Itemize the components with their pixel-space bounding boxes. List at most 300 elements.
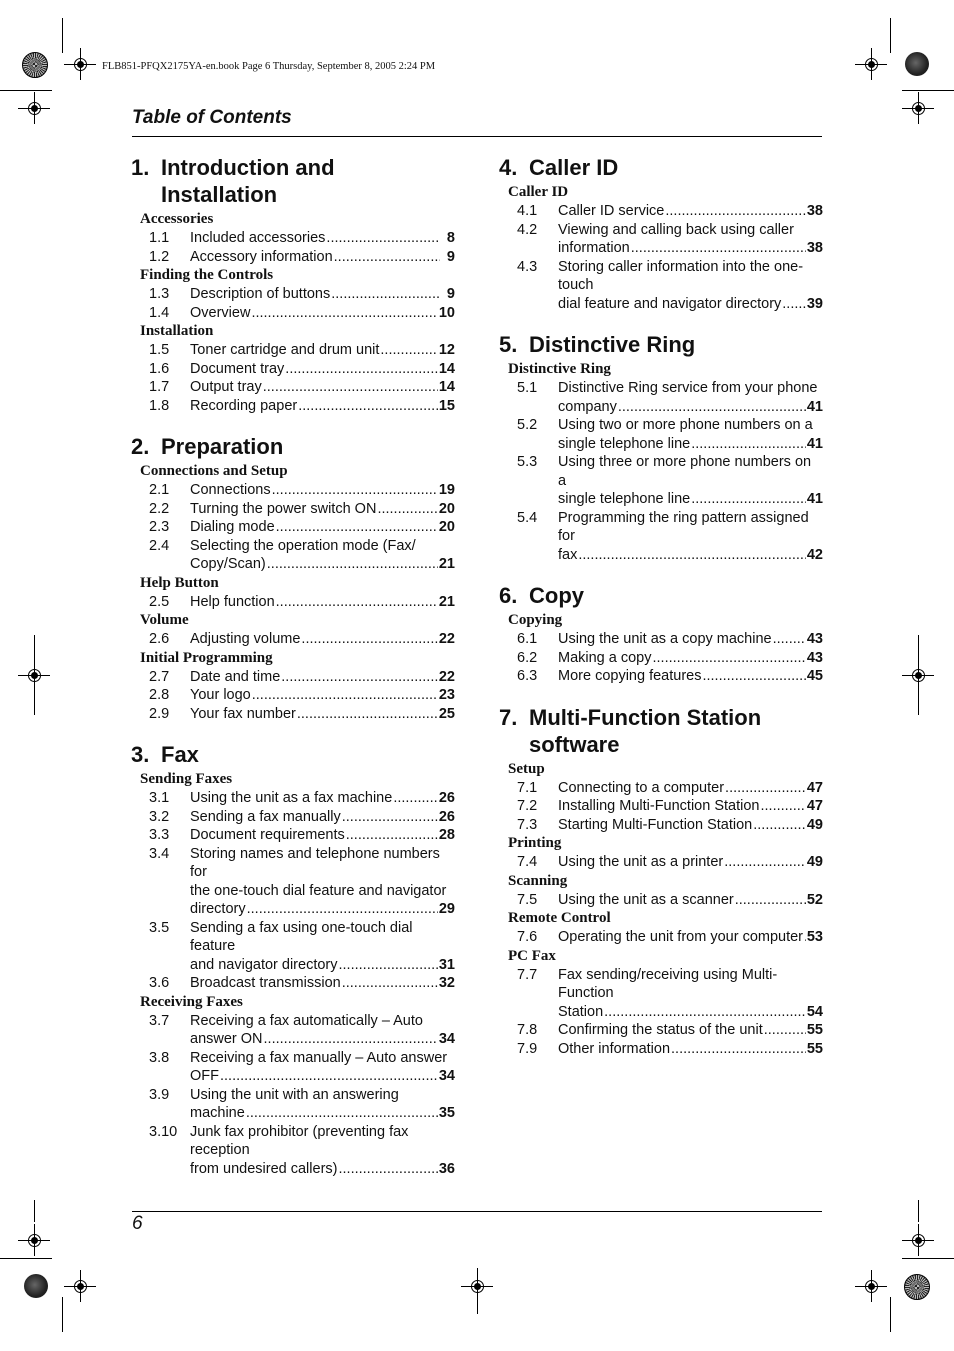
page-ref[interactable]: 21 (438, 556, 455, 572)
entry-text-line: Connections (190, 482, 271, 498)
entry-last-line (558, 202, 823, 221)
dot-leader (339, 956, 438, 975)
toc-entry[interactable] (131, 630, 455, 649)
entry-last-line (190, 518, 455, 537)
page-ref[interactable]: 47 (806, 779, 823, 796)
entry-text (190, 378, 455, 397)
toc-entry[interactable] (499, 779, 823, 798)
registration-mark-icon (855, 48, 887, 80)
entry-text-line: Using the unit as a fax machine (190, 790, 393, 806)
toc-entry[interactable] (131, 1086, 455, 1123)
toc-entry[interactable] (131, 360, 455, 379)
entry-text-line: Copy/Scan) (190, 556, 266, 572)
page-ref[interactable]: 34 (438, 1068, 455, 1084)
dot-leader (285, 360, 438, 379)
entry-last-line (190, 630, 455, 649)
entry-number: 4.2 (517, 221, 538, 238)
toc-entry[interactable] (131, 500, 455, 519)
entry-text (190, 686, 455, 705)
dot-leader (773, 630, 806, 649)
entry-last-line (558, 398, 823, 417)
chapter-title-text: Fax (161, 742, 199, 767)
toc-chapter (499, 154, 823, 313)
entry-number: 7.4 (517, 854, 538, 870)
dot-leader (618, 398, 806, 417)
dot-leader (297, 705, 438, 724)
toc-chapter (131, 433, 455, 723)
page-ref[interactable]: 12 (438, 342, 455, 358)
entry-text-line: Using the unit with an answering (190, 1086, 399, 1103)
dot-leader (267, 555, 438, 574)
chapter-number: 1. (131, 155, 150, 180)
trim-line (918, 1200, 919, 1222)
entry-last-line (558, 853, 823, 872)
entry-text (190, 341, 455, 360)
entry-text (190, 481, 455, 500)
toc-entry[interactable] (131, 481, 455, 500)
page-ref[interactable]: 43 (806, 631, 823, 647)
dot-leader (377, 500, 437, 519)
toc-chapter (499, 582, 823, 686)
toc-chapter (131, 154, 455, 415)
page-ref[interactable]: 34 (438, 1031, 455, 1047)
toc-entry[interactable] (499, 416, 823, 453)
entry-number: 6.2 (517, 649, 538, 666)
page-ref[interactable]: 20 (438, 500, 455, 517)
entry-number: 2.2 (149, 500, 170, 517)
dot-leader (764, 1021, 806, 1040)
dot-leader (578, 546, 806, 565)
entry-text (558, 258, 823, 314)
entry-text (190, 1086, 455, 1123)
entry-text-line: Caller ID service (558, 203, 665, 219)
toc-entry[interactable] (131, 1012, 455, 1049)
page-ref[interactable]: 55 (806, 1022, 823, 1038)
page-ref[interactable]: 36 (438, 1160, 455, 1177)
section-heading: Distinctive Ring (508, 361, 611, 377)
entry-last-line (558, 816, 823, 835)
trim-line (34, 635, 35, 715)
entry-text-line: Accessory information (190, 248, 333, 265)
toc-entry[interactable] (131, 808, 455, 827)
page-ref[interactable]: 10 (438, 304, 455, 321)
trim-line (62, 18, 63, 53)
entry-last-line (190, 555, 455, 574)
page-ref[interactable]: 28 (438, 827, 455, 843)
page-ref[interactable]: 32 (438, 975, 455, 991)
header-rule (132, 136, 822, 137)
dot-leader (272, 481, 438, 500)
entry-text-line: Receiving a fax automatically – Auto (190, 1012, 423, 1029)
entry-number: 2.6 (149, 631, 170, 647)
toc-chapter (499, 331, 823, 564)
entry-text-line: Starting Multi-Function Station (558, 816, 753, 833)
sunburst-mark-icon (22, 52, 48, 78)
dot-leader (665, 202, 806, 221)
entry-number: 1.6 (149, 360, 170, 377)
entry-number: 1.5 (149, 342, 170, 358)
dot-leader (724, 853, 806, 872)
entry-number: 2.3 (149, 519, 170, 535)
entry-number: 7.2 (517, 798, 538, 814)
entry-text (558, 816, 823, 835)
entry-text-line: Adjusting volume (190, 631, 301, 647)
toc-entry[interactable] (499, 966, 823, 1022)
toc-entry[interactable] (499, 453, 823, 509)
entry-last-line (558, 797, 823, 816)
entry-number: 5.3 (517, 454, 538, 470)
entry-text (558, 221, 823, 258)
section-heading: Sending Faxes (140, 771, 233, 787)
toc-entry[interactable] (499, 1021, 823, 1040)
entry-number: 2.7 (149, 668, 170, 685)
toc-entry[interactable] (131, 229, 455, 248)
entry-text-line: Other information (558, 1040, 671, 1057)
toc-entry[interactable] (499, 202, 823, 221)
dot-leader (671, 1040, 806, 1059)
dot-leader (702, 667, 805, 686)
entry-last-line (190, 1030, 455, 1049)
page-ref[interactable]: 14 (438, 379, 455, 395)
toc-entry[interactable] (499, 853, 823, 872)
print-info: FLB851-PFQX2175YA-en.book Page 6 Thursday, September 8, 2005 2:24 PM (102, 61, 436, 72)
entry-number: 3.4 (149, 845, 170, 862)
entry-number: 3.5 (149, 919, 170, 936)
trim-line (890, 1297, 891, 1332)
chapter-title-text: Preparation (161, 434, 284, 459)
toc-entry[interactable] (499, 667, 823, 686)
dot-leader (247, 900, 438, 919)
section-heading: Remote Control (508, 910, 611, 926)
page-ref[interactable]: 41 (806, 491, 823, 507)
toc-entry[interactable] (131, 1123, 455, 1179)
entry-last-line (190, 378, 455, 397)
entry-last-line (190, 686, 455, 705)
entry-text (558, 891, 823, 910)
entry-text (190, 845, 455, 919)
section-heading: Initial Programming (140, 649, 273, 666)
entry-last-line (558, 891, 823, 910)
page-ref[interactable]: 49 (806, 816, 823, 833)
entry-text (190, 229, 455, 248)
page-ref[interactable]: 22 (438, 631, 455, 647)
toc-right-column (499, 154, 823, 1076)
entry-text (190, 826, 455, 845)
entry-last-line (558, 928, 823, 947)
entry-text (558, 667, 823, 686)
toc-entry[interactable] (131, 341, 455, 360)
entry-last-line (558, 546, 823, 565)
toc-entry[interactable] (131, 378, 455, 397)
entry-text-line: Using two or more phone numbers on a (558, 417, 813, 433)
page-ref[interactable]: 25 (438, 705, 455, 722)
dot-leader (380, 341, 437, 360)
entry-last-line (190, 974, 455, 993)
entry-last-line (190, 304, 455, 323)
entry-text-line: Document requirements (190, 827, 345, 843)
entry-text (558, 928, 823, 947)
entry-last-line (190, 705, 455, 724)
entry-number: 2.4 (149, 537, 170, 554)
entry-number: 2.8 (149, 687, 170, 703)
page-ref[interactable]: 35 (438, 1105, 455, 1121)
toc-entry[interactable] (131, 285, 455, 304)
entry-number: 1.1 (149, 230, 170, 246)
page-ref[interactable]: 29 (438, 901, 455, 917)
sunburst-mark-icon (904, 1274, 930, 1300)
entry-text-line: Output tray (190, 379, 262, 395)
chapter-title (499, 331, 823, 358)
page-title: Table of Contents (132, 107, 292, 128)
entry-text (190, 919, 455, 975)
chapter-title (131, 154, 455, 208)
toc-entry[interactable] (131, 1049, 455, 1086)
toc-entry[interactable] (499, 891, 823, 910)
entry-number: 7.8 (517, 1022, 538, 1038)
entry-last-line (190, 360, 455, 379)
entry-text (558, 779, 823, 798)
chapter-title-text: Copy (529, 583, 584, 608)
entry-text (190, 789, 455, 808)
entry-text-line: Distinctive Ring service from your phone (558, 380, 818, 396)
entry-number: 7.5 (517, 891, 538, 908)
page-ref[interactable]: 42 (806, 546, 823, 563)
toc-entry[interactable] (499, 258, 823, 314)
entry-last-line (190, 808, 455, 827)
page-ref[interactable]: 9 (446, 286, 455, 302)
toc-entry[interactable] (131, 789, 455, 808)
dot-leader (631, 239, 806, 258)
entry-last-line (190, 789, 455, 808)
page-ref[interactable]: 9 (446, 248, 455, 265)
page-ref[interactable]: 22 (438, 668, 455, 685)
page-ref[interactable]: 47 (806, 798, 823, 814)
page-ref[interactable]: 38 (806, 203, 823, 219)
dot-leader (735, 891, 806, 910)
entry-text-line: Using the unit as a copy machine (558, 631, 772, 647)
entry-text (190, 248, 455, 267)
entry-text (558, 416, 823, 453)
entry-text-line: Operating the unit from your computer (558, 929, 804, 945)
entry-text (190, 1049, 455, 1086)
page-ref[interactable]: 43 (806, 649, 823, 666)
page-ref[interactable]: 26 (438, 808, 455, 825)
entry-text (558, 797, 823, 816)
toc-entry[interactable] (131, 686, 455, 705)
entry-text-line: Storing caller information into the one-touch (558, 258, 804, 293)
entry-number: 1.2 (149, 248, 170, 265)
toc-entry[interactable] (131, 518, 455, 537)
page-ref[interactable]: 23 (438, 687, 455, 703)
entry-text-line: Storing names and telephone numbers for (190, 845, 440, 880)
section-heading: PC Fax (508, 947, 556, 964)
page-number: 6 (132, 1213, 143, 1234)
toc-entry[interactable] (499, 797, 823, 816)
entry-text-line: Date and time (190, 668, 281, 685)
entry-text-line: Description of buttons (190, 286, 331, 302)
entry-text-line: Dialing mode (190, 519, 275, 535)
toc-entry[interactable] (131, 668, 455, 687)
dot-leader (298, 397, 438, 416)
toc-entry[interactable] (131, 845, 455, 919)
toc-entry[interactable] (499, 649, 823, 668)
chapter-number: 4. (499, 155, 518, 180)
page-ref[interactable]: 39 (806, 295, 823, 312)
entry-text-line: Your logo (190, 687, 251, 703)
entry-text-line: Selecting the operation mode (Fax/ (190, 537, 416, 554)
entry-number: 1.3 (149, 286, 170, 302)
entry-last-line (558, 239, 823, 258)
toc-entry[interactable] (131, 248, 455, 267)
toc-entry[interactable] (499, 509, 823, 565)
entry-text-line: single telephone line (558, 491, 691, 507)
page-ref[interactable]: 19 (438, 482, 455, 498)
toc-entry[interactable] (131, 974, 455, 993)
page-ref[interactable]: 20 (438, 519, 455, 535)
entry-text-line: Using three or more phone numbers on a (558, 454, 812, 489)
dot-leader (263, 378, 438, 397)
entry-text (190, 974, 455, 993)
dot-leader (276, 518, 438, 537)
trim-line (62, 1297, 63, 1332)
entry-text-line: machine (190, 1105, 245, 1121)
entry-last-line (558, 490, 823, 509)
dot-leader (301, 630, 437, 649)
entry-number: 3.8 (149, 1049, 170, 1066)
section-heading: Volume (140, 612, 189, 628)
entry-last-line (190, 481, 455, 500)
entry-text-line: Fax sending/receiving using Multi-Function (558, 966, 778, 1001)
toc-entry[interactable] (131, 397, 455, 416)
entry-text (558, 509, 823, 565)
chapter-title (499, 582, 823, 609)
registration-mark-icon (902, 92, 934, 124)
page-ref[interactable]: 26 (438, 790, 455, 806)
toc-entry[interactable] (499, 816, 823, 835)
page-ref[interactable]: 41 (806, 398, 823, 415)
section-heading: Scanning (508, 872, 568, 889)
color-dot-icon (905, 52, 929, 76)
entry-text-line: Junk fax prohibitor (preventing fax reception (190, 1123, 409, 1158)
entry-last-line (558, 779, 823, 798)
entry-number: 3.3 (149, 827, 170, 843)
entry-text-line: OFF (190, 1068, 219, 1084)
trim-line (34, 1200, 35, 1222)
entry-text-line: Programming the ring pattern assigned for (558, 509, 809, 544)
dot-leader (782, 295, 806, 314)
toc-entry[interactable] (499, 379, 823, 416)
page-ref[interactable]: 49 (806, 854, 823, 870)
entry-number: 4.3 (517, 258, 538, 275)
page-ref[interactable]: 41 (806, 435, 823, 452)
entry-last-line (558, 630, 823, 649)
toc-entry[interactable] (499, 1040, 823, 1059)
entry-number: 3.7 (149, 1012, 170, 1029)
entry-text-line: directory (190, 901, 246, 917)
page-ref[interactable]: 55 (806, 1040, 823, 1057)
entry-text (190, 360, 455, 379)
section-heading: Setup (508, 760, 545, 777)
registration-mark-icon (64, 1270, 96, 1302)
toc-entry[interactable] (131, 826, 455, 845)
entry-last-line (190, 341, 455, 360)
entry-text (190, 630, 455, 649)
toc-entry[interactable] (499, 630, 823, 649)
entry-text (190, 808, 455, 827)
toc-entry[interactable] (131, 705, 455, 724)
toc-entry[interactable] (131, 537, 455, 574)
entry-number: 2.1 (149, 482, 170, 498)
entry-text (558, 853, 823, 872)
trim-line (918, 635, 919, 715)
section-heading: Receiving Faxes (140, 993, 243, 1010)
registration-mark-icon (64, 48, 96, 80)
toc-entry[interactable] (131, 593, 455, 612)
entry-text (190, 593, 455, 612)
page-ref[interactable]: 15 (438, 397, 455, 414)
entry-text (558, 630, 823, 649)
chapter-title (131, 433, 455, 460)
entry-text-line: Confirming the status of the unit (558, 1022, 763, 1038)
page-ref[interactable]: 38 (806, 240, 823, 256)
page-ref[interactable]: 52 (806, 891, 823, 908)
chapter-number: 5. (499, 332, 518, 357)
page-ref[interactable]: 21 (438, 593, 455, 610)
toc-entry[interactable] (131, 919, 455, 975)
entry-text-line: Making a copy (558, 649, 652, 666)
entry-last-line (190, 1067, 455, 1086)
chapter-title-text: Distinctive Ring (529, 332, 696, 357)
entry-text-line: Using the unit as a printer (558, 854, 724, 870)
entry-text-line: Recording paper (190, 397, 298, 414)
trim-line (902, 90, 954, 91)
entry-text (558, 202, 823, 221)
dot-leader (220, 1067, 438, 1086)
entry-number: 7.9 (517, 1040, 538, 1057)
entry-number: 3.2 (149, 808, 170, 825)
dot-leader (342, 808, 438, 827)
entry-last-line (558, 1021, 823, 1040)
entry-number: 5.2 (517, 417, 538, 433)
toc-entry[interactable] (131, 304, 455, 323)
entry-text-line: Your fax number (190, 705, 296, 722)
entry-text-line: Document tray (190, 360, 285, 377)
dot-leader (331, 285, 440, 304)
page-ref[interactable]: 53 (806, 929, 823, 945)
toc-entry[interactable] (499, 928, 823, 947)
page-ref[interactable]: 31 (438, 956, 455, 973)
page-ref[interactable]: 14 (438, 360, 455, 377)
entry-text-line: fax (558, 546, 578, 563)
section-heading: Installation (140, 323, 214, 339)
entry-text-line: single telephone line (558, 435, 691, 452)
chapter-number: 3. (131, 742, 150, 767)
entry-number: 3.1 (149, 790, 170, 806)
entry-text-line: More copying features (558, 668, 702, 684)
entry-last-line (558, 1003, 823, 1022)
entry-last-line (558, 649, 823, 668)
page-ref[interactable]: 54 (806, 1003, 823, 1020)
entry-number: 4.1 (517, 203, 538, 219)
trim-line (477, 1268, 478, 1314)
section-heading: Help Button (140, 574, 219, 591)
entry-text (558, 966, 823, 1022)
page-ref[interactable]: 45 (806, 668, 823, 684)
page-ref[interactable]: 8 (446, 230, 455, 246)
entry-number: 3.10 (149, 1123, 178, 1140)
toc-entry[interactable] (499, 221, 823, 258)
entry-number: 5.1 (517, 380, 538, 396)
